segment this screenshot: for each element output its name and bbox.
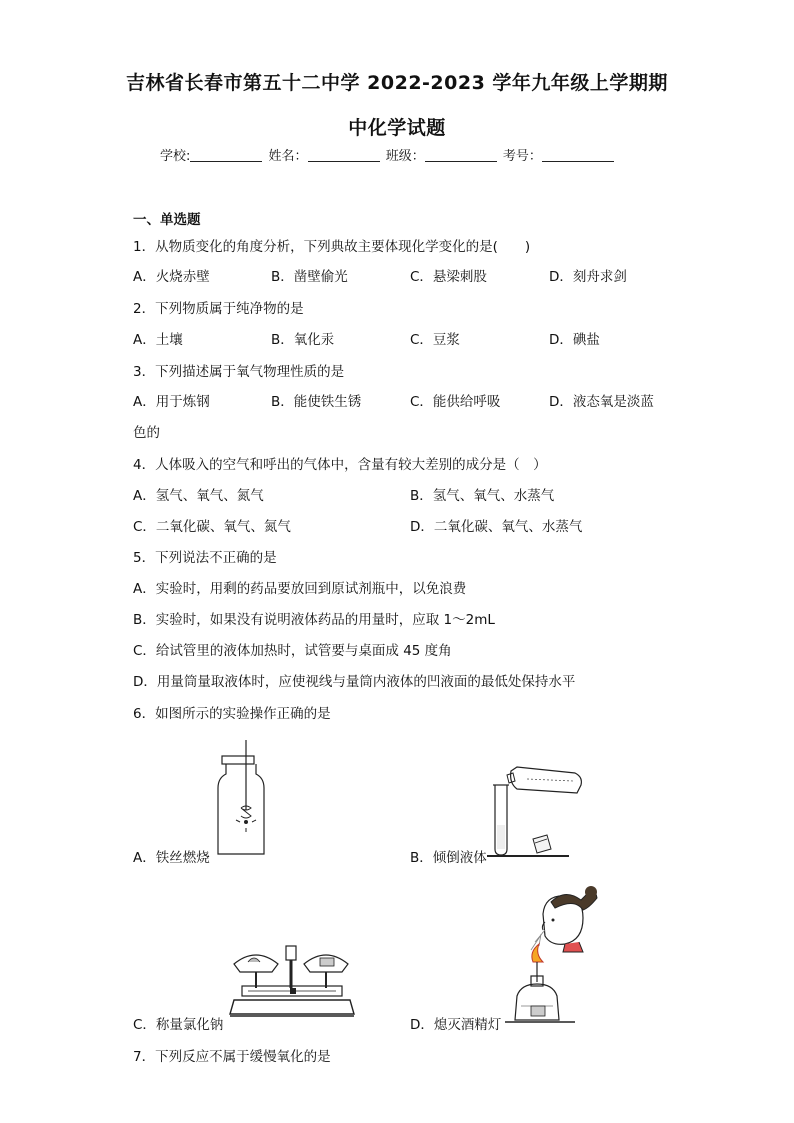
q5-option-a[interactable]: A．实验时，用剩的药品要放回到原试剂瓶中，以免浪费 [133, 581, 467, 597]
q4-option-a[interactable]: A．氢气、氧气、氮气 [133, 488, 264, 504]
q4-stem: 4．人体吸入的空气和呼出的气体中，含量有较大差别的成分是（ ） [133, 457, 547, 473]
q1-stem: 1．从物质变化的角度分析，下列典故主要体现化学变化的是( ) [133, 239, 531, 255]
q1-option-d[interactable]: D．刻舟求剑 [549, 269, 627, 285]
q4-option-c[interactable]: C．二氧化碳、氧气、氮气 [133, 519, 291, 535]
q4-option-d[interactable]: D．二氧化碳、氧气、水蒸气 [410, 519, 583, 535]
section-heading: 一、单选题 [133, 212, 201, 228]
q6-option-b[interactable]: B．倾倒液体 [410, 850, 487, 866]
q3-option-d[interactable]: D．液态氧是淡蓝 [549, 394, 654, 410]
q1-option-a[interactable]: A．火烧赤壁 [133, 269, 210, 285]
school-label: 学校: [160, 149, 191, 164]
name-blank[interactable] [308, 148, 380, 162]
blowing-out-alcohol-lamp-figure [505, 880, 605, 1025]
pouring-liquid-figure [487, 755, 587, 860]
q3-option-a[interactable]: A．用于炼钢 [133, 394, 210, 410]
q5-option-b[interactable]: B．实验时，如果没有说明液体药品的用量时，应取 1～2mL [133, 612, 495, 628]
iron-wire-burning-figure [210, 738, 270, 858]
name-label: 姓名： [268, 149, 308, 164]
q3-option-b[interactable]: B．能使铁生锈 [271, 394, 362, 410]
q6-option-a[interactable]: A．铁丝燃烧 [133, 850, 210, 866]
q3-option-c[interactable]: C．能供给呼吸 [410, 394, 501, 410]
exam-title-line2: 中化学试题 [348, 117, 446, 139]
q2-option-c[interactable]: C．豆浆 [410, 332, 460, 348]
q1-option-b[interactable]: B．凿壁偷光 [271, 269, 348, 285]
q2-option-b[interactable]: B．氧化汞 [271, 332, 335, 348]
q2-option-d[interactable]: D．碘盐 [549, 332, 600, 348]
class-label: 班级： [385, 149, 425, 164]
q2-stem: 2．下列物质属于纯净物的是 [133, 301, 304, 317]
balance-weighing-figure [228, 940, 358, 1030]
exam-number-blank[interactable] [542, 148, 614, 162]
q4-option-b[interactable]: B．氢气、氧气、水蒸气 [410, 488, 555, 504]
student-info-row [160, 145, 616, 164]
q3-option-d-continued: 色的 [133, 425, 160, 441]
q5-option-c[interactable]: C．给试管里的液体加热时，试管要与桌面成 45 度角 [133, 643, 452, 659]
school-blank[interactable] [190, 148, 262, 162]
q6-stem: 6．如图所示的实验操作正确的是 [133, 706, 331, 722]
class-blank[interactable] [425, 148, 497, 162]
q1-option-c[interactable]: C．悬梁刺股 [410, 269, 487, 285]
q7-stem: 7．下列反应不属于缓慢氧化的是 [133, 1049, 331, 1065]
q5-stem: 5．下列说法不正确的是 [133, 550, 277, 566]
q5-option-d[interactable]: D．用量筒量取液体时，应使视线与量筒内液体的凹液面的最低处保持水平 [133, 674, 576, 690]
exam-title-line1: 吉林省长春市第五十二中学 2022-2023 学年九年级上学期期 [126, 72, 668, 94]
q6-option-d[interactable]: D．熄灭酒精灯 [410, 1017, 502, 1033]
exam-number-label: 考号： [502, 149, 542, 164]
q3-stem: 3．下列描述属于氧气物理性质的是 [133, 364, 345, 380]
q6-option-c[interactable]: C．称量氯化钠 [133, 1017, 224, 1033]
q2-option-a[interactable]: A．土壤 [133, 332, 183, 348]
